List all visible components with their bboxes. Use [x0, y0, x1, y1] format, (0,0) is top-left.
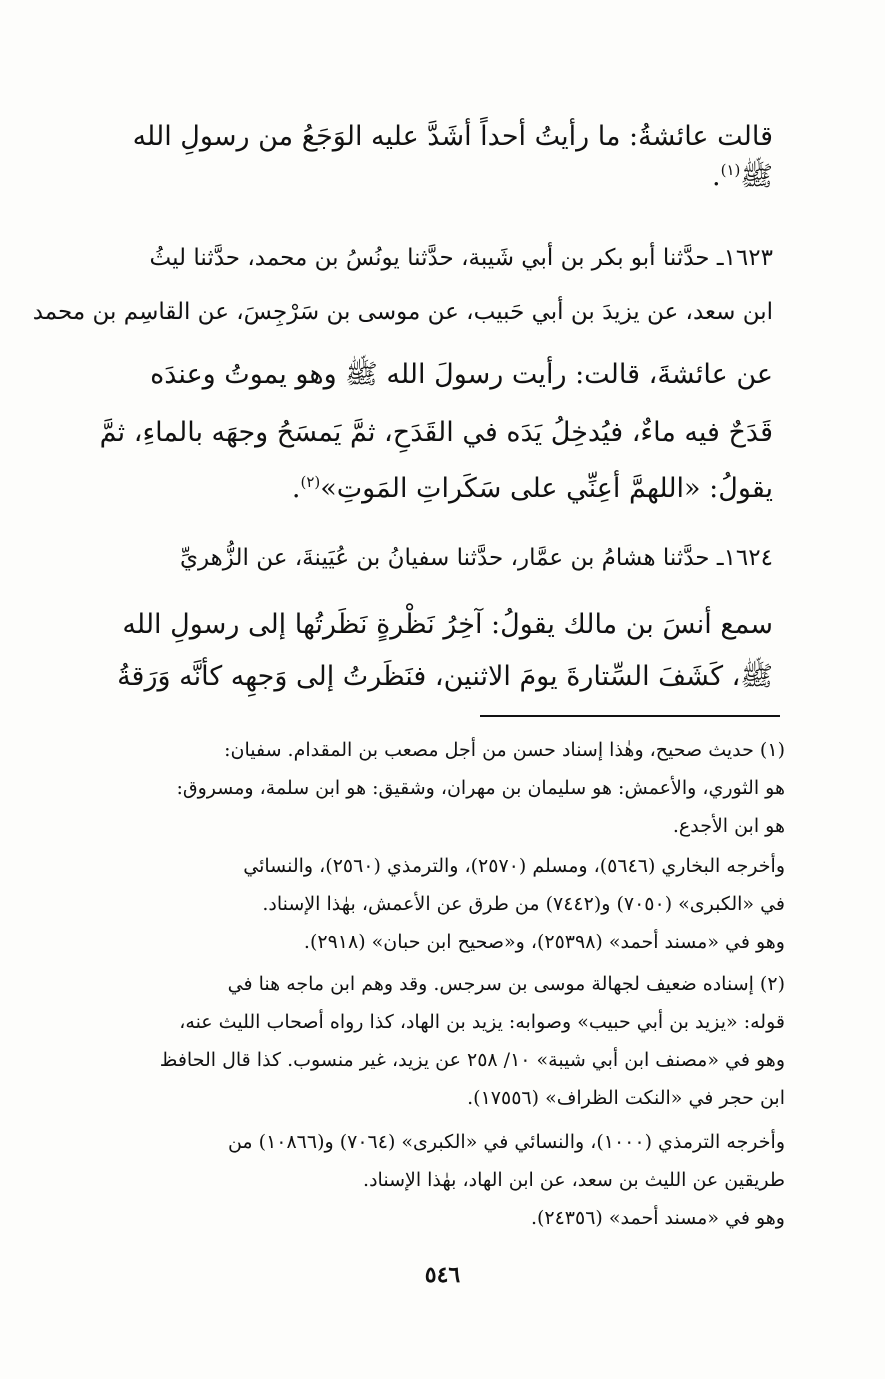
hadith-1623-line-1: ١٦٢٣ـ حدَّثنا أبو بكر بن أبي شَيبة، حدَّثنا يونُسُ بن محمد، حدَّثنا ليثُ — [149, 245, 773, 271]
footnote-marker-1: (١) — [720, 161, 741, 179]
footnote-line: وأخرجه البخاري (٥٦٤٦)، ومسلم (٢٥٧٠)، والترمذي (٢٥٦٠)، والنسائي — [243, 855, 785, 877]
hadith-1623-line-2: ابن سعد، عن يزيدَ بن أبي حَبيب، عن موسى بن سَرْجِسَ، عن القاسِم بن محمد — [32, 299, 773, 325]
hadith-1624-line-2: سمع أنسَ بن مالك يقولُ: آخِرُ نَظْرةٍ نَظَرتُها إلى رسولِ الله — [122, 609, 773, 640]
hadith-1624-line-1: ١٦٢٤ـ حدَّثنا هشامُ بن عمَّار، حدَّثنا سفيانُ بن عُيَينةَ، عن الزُّهريِّ — [179, 545, 773, 571]
footnote-line: هو ابن الأجدع. — [672, 815, 785, 837]
hadith-1623-line-3: عن عائشةَ، قالت: رأيت رسولَ الله ﷺ وهو يموتُ وعندَه — [150, 359, 773, 390]
footnote-line: وهو في «مسند أحمد» (٢٥٣٩٨)، و«صحيح ابن حبان» (٢٩١٨). — [303, 931, 785, 953]
footnote-line: قوله: «يزيد بن أبي حبيب» وصوابه: يزيد بن الهاد، كذا رواه أصحاب الليث عنه، — [179, 1011, 785, 1033]
main-line-1: قالت عائشةُ: ما رأيتُ أحداً أشَدَّ عليه الوَجَعُ من رسولِ الله — [132, 121, 773, 152]
hadith-1624-line-3: ﷺ، كَشَفَ السِّتارةَ يومَ الاثنين، فنَظَرتُ إلى وَجهِه كأنَّه وَرَقةُ — [117, 661, 773, 692]
footnote-line: وهو في «مصنف ابن أبي شيبة» ١٠/ ٢٥٨ عن يزيد، غير منسوب. كذا قال الحافظ — [159, 1049, 785, 1071]
footnote-line: وهو في «مسند أحمد» (٢٤٣٥٦). — [530, 1207, 785, 1229]
main-line-2: ﷺ$^{(١)}$. — [712, 161, 773, 192]
footnote-marker-2: (٢) — [300, 473, 321, 491]
footnote-line: ابن حجر في «النكت الظراف» (١٧٥٥٦). — [467, 1087, 785, 1109]
footnote-separator — [480, 715, 780, 717]
footnote-line: (١) حديث صحيح، وهٰذا إسناد حسن من أجل مصعب بن المقدام. سفيان: — [224, 739, 785, 761]
footnote-line: وأخرجه الترمذي (١٠٠٠)، والنسائي في «الكبرى» (٧٠٦٤) و(١٠٨٦٦) من — [227, 1131, 785, 1153]
footnote-line: هو الثوري، والأعمش: هو سليمان بن مهران، وشقيق: هو ابن سلمة، ومسروق: — [176, 777, 785, 799]
footnote-line: في «الكبرى» (٧٠٥٠) و(٧٤٤٢) من طرق عن الأعمش، بهٰذا الإسناد. — [262, 893, 785, 915]
hadith-1623-line-5: يقولُ: «اللهمَّ أعِنِّي على سَكَراتِ المَوتِ»$^{(٢)}$. — [291, 473, 773, 504]
footnote-line: (٢) إسناده ضعيف لجهالة موسى بن سرجس. وقد وهم ابن ماجه هنا في — [227, 973, 785, 995]
page-number: ٥٤٦ — [424, 1262, 461, 1288]
hadith-1623-line-4: قَدَحٌ فيه ماءٌ، فيُدخِلُ يَدَه في القَدَحِ، ثمَّ يَمسَحُ وجهَه بالماءِ، ثمَّ — [99, 417, 773, 448]
footnote-line: طريقين عن الليث بن سعد، عن ابن الهاد، بهٰذا الإسناد. — [363, 1169, 785, 1191]
